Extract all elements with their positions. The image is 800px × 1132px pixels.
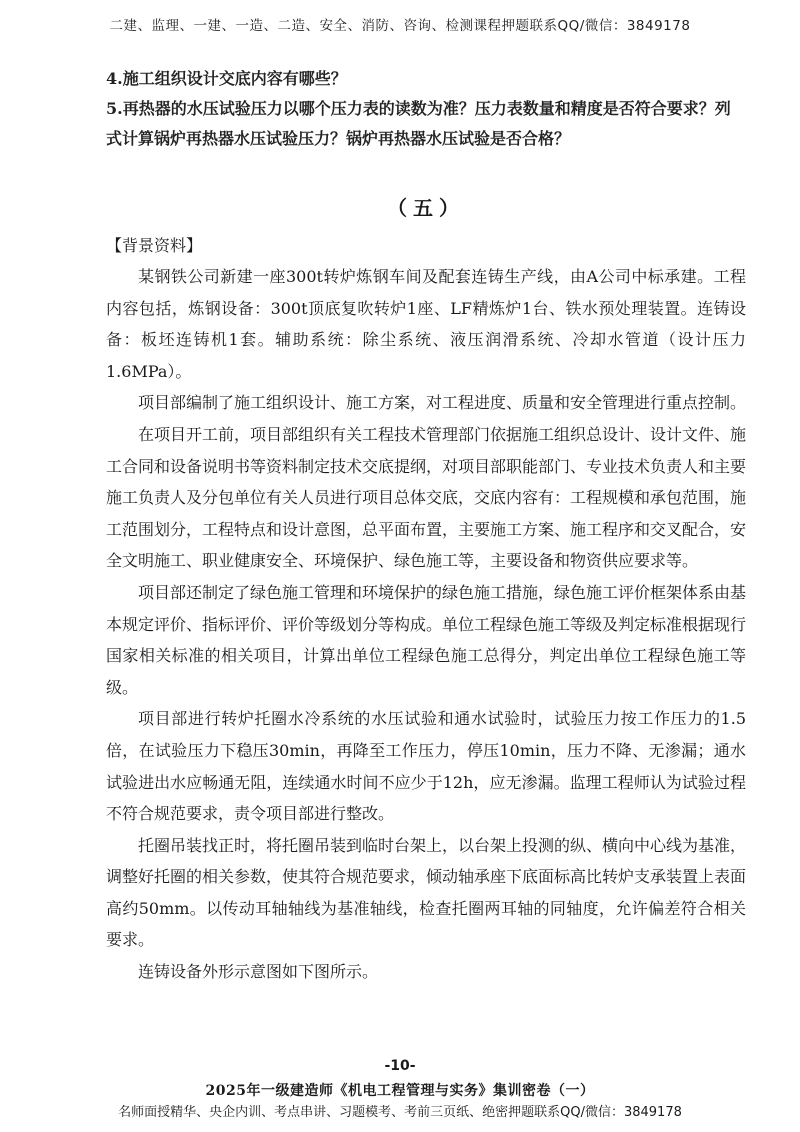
page-header: 二建、监理、一建、一造、二造、安全、消防、咨询、检测课程押题联系QQ/微信：3849178 [109,18,691,34]
paragraph-construction-plan: 项目部编制了施工组织设计、施工方案，对工程进度、质量和安全管理进行重点控制。 [138,393,747,413]
paragraph-trunnion-ring: 托圈吊装找正时，将托圈吊装到临时台架上，以台架上投测的纵、横向中心线为基准，调整好托圈的相关参数，使其符合规范要求，倾动轴承座下底面标高比转炉支承装置上表面高约50mm。以传动耳轴轴线为基准轴线，检查托圈两耳轴的同轴度，允许偏差符合相关要求。 [106,835,747,950]
page-number: -10- [384,1058,416,1074]
paragraph-project-intro: 某钢铁公司新建一座300t转炉炼钢车间及配套连铸生产线，由A公司中标承建。工程内容包括，炼钢设备：300t顶底复吹转炉1座、LF精炼炉1台、铁水预处理装置。连铸设备：板坯连铸机1套。辅助系统：除尘系统、液压润滑系统、冷却水管道（设计压力1.6MPa）。 [106,267,746,381]
book-title: 2025年一级建造师《机电工程管理与实务》集训密卷（一） [205,1083,595,1099]
section-title: （五） [387,196,465,220]
page-content [106,64,746,988]
footer-contact: 名师面授精华、央企内训、考点串讲、习题模考、考前三页纸、绝密押题联系QQ/微信：3849178 [118,1105,682,1120]
paragraph-pressure-test: 项目部进行转炉托圈水冷系统的水压试验和通水试验时，试验压力按工作压力的1.5倍，在试验压力下稳压30min，再降至工作压力，停压10min，压力不降、无渗漏；通水试验进出水应畅通无阻，连续通水时间不应少于12h，应无渗漏。监理工程师认为试验过程不符合规范要求，责令项目部进行整改。 [106,709,746,824]
question-4: 4.施工组织设计交底内容有哪些？ [106,69,347,88]
paragraph-figure-intro: 连铸设备外形示意图如下图所示。 [138,962,379,982]
paragraph-green-construction: 项目部还制定了绿色施工管理和环境保护的绿色施工措施，绿色施工评价框架体系由基本规定评价、指标评价、评价等级划分等构成。单位工程绿色施工等级及判定标准根据现行国家相关标准的相关项目，计算出单位工程绿色施工总得分，判定出单位工程绿色施工等级。 [106,582,747,697]
paragraph-technical-briefing: 在项目开工前，项目部组织有关工程技术管理部门依据施工组织总设计、设计文件、施工合同和设备说明书等资料制定技术交底提纲，对项目部职能部门、专业技术负责人和主要施工负责人及分包单位有关人员进行项目总体交底，交底内容有：工程规模和承包范围，施工范围划分，工程特点和设计意图，总平面布置，主要施工方案、施工程序和交叉配合，安全文明施工、职业健康安全、环境保护、绿色施工等，主要设备和物资供应要求等。 [106,424,747,571]
question-5: 5.再热器的水压试验压力以哪个压力表的读数为准？压力表数量和精度是否符合要求？列式计算锅炉再热器水压试验压力？锅炉再热器水压试验是否合格？ [106,99,731,148]
background-label: 【背景资料】 [106,236,203,255]
